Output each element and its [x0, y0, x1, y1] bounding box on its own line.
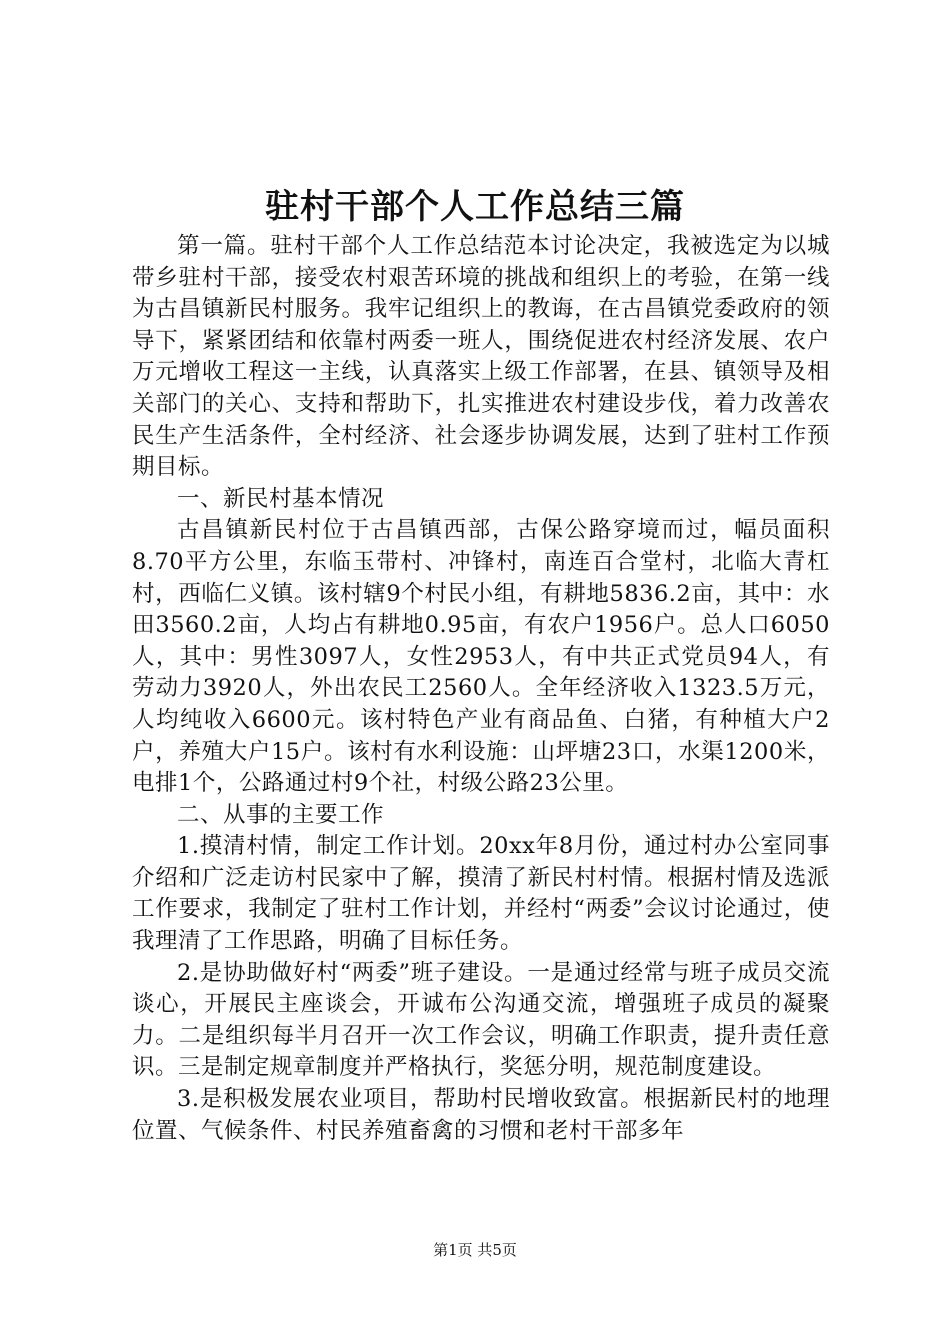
- page-footer: 第1页 共5页: [433, 1241, 517, 1259]
- document-body: [132, 231, 830, 1147]
- paragraph-item-3: 3.是积极发展农业项目，帮助村民增收致富。根据新民村的地理位置、气候条件、村民养殖畜禽的习惯和老村干部多年: [132, 1086, 830, 1144]
- heading-section-1: 一、新民村基本情况: [177, 485, 385, 512]
- document-title: 驻村干部个人工作总结三篇: [265, 187, 685, 227]
- paragraph-intro: 第一篇。驻村干部个人工作总结范本讨论决定，我被选定为以城带乡驻村干部，接受农村艰苦环境的挑战和组织上的考验，在第一线为古昌镇新民村服务。我牢记组织上的教诲，在古昌镇党委政府的领导下，紧紧团结和依靠村两委一班人，围绕促进农村经济发展、农户万元增收工程这一主线，认真落实上级工作部署，在县、镇领导及相关部门的关心、支持和帮助下，扎实推进农村建设步伐，着力改善农民生产生活条件，全村经济、社会逐步协调发展，达到了驻村工作预期目标。: [132, 233, 830, 481]
- paragraph-item-2: 2.是协助做好村“两委”班子建设。一是通过经常与班子成员交流谈心，开展民主座谈会，开诚布公沟通交流，增强班子成员的凝聚力。二是组织每半月召开一次工作会议，明确工作职责，提升责任意识。三是制定规章制度并严格执行，奖惩分明，规范制度建设。: [132, 959, 830, 1081]
- paragraph-village-info: 古昌镇新民村位于古昌镇西部，古保公路穿境而过，幅员面积8.70平方公里，东临玉带村、冲锋村，南连百合堂村，北临大青杠村，西临仁义镇。该村辖9个村民小组，有耕地5836.2亩，其中：水田3560.2亩，人均占有耕地0.95亩，有农户1956户。总人口6050人，其中：男性3097人，女性2953人，有中共正式党员94人，有劳动力3920人，外出农民工2560人。全年经济收入1323.5万元，人均纯收入6600元。该村特色产业有商品鱼、白猪，有种植大户2户，养殖大户15户。该村有水利设施：山坪塘23口，水渠1200米，电排1个，公路通过村9个社，村级公路23公里。: [132, 517, 830, 797]
- paragraph-item-1: 1.摸清村情，制定工作计划。20xx年8月份，通过村办公室同事介绍和广泛走访村民家中了解，摸清了新民村村情。根据村情及选派工作要求，我制定了驻村工作计划，并经村“两委”会议讨论通过，使我理清了工作思路，明确了目标任务。: [132, 833, 830, 955]
- heading-section-2: 二、从事的主要工作: [177, 801, 385, 828]
